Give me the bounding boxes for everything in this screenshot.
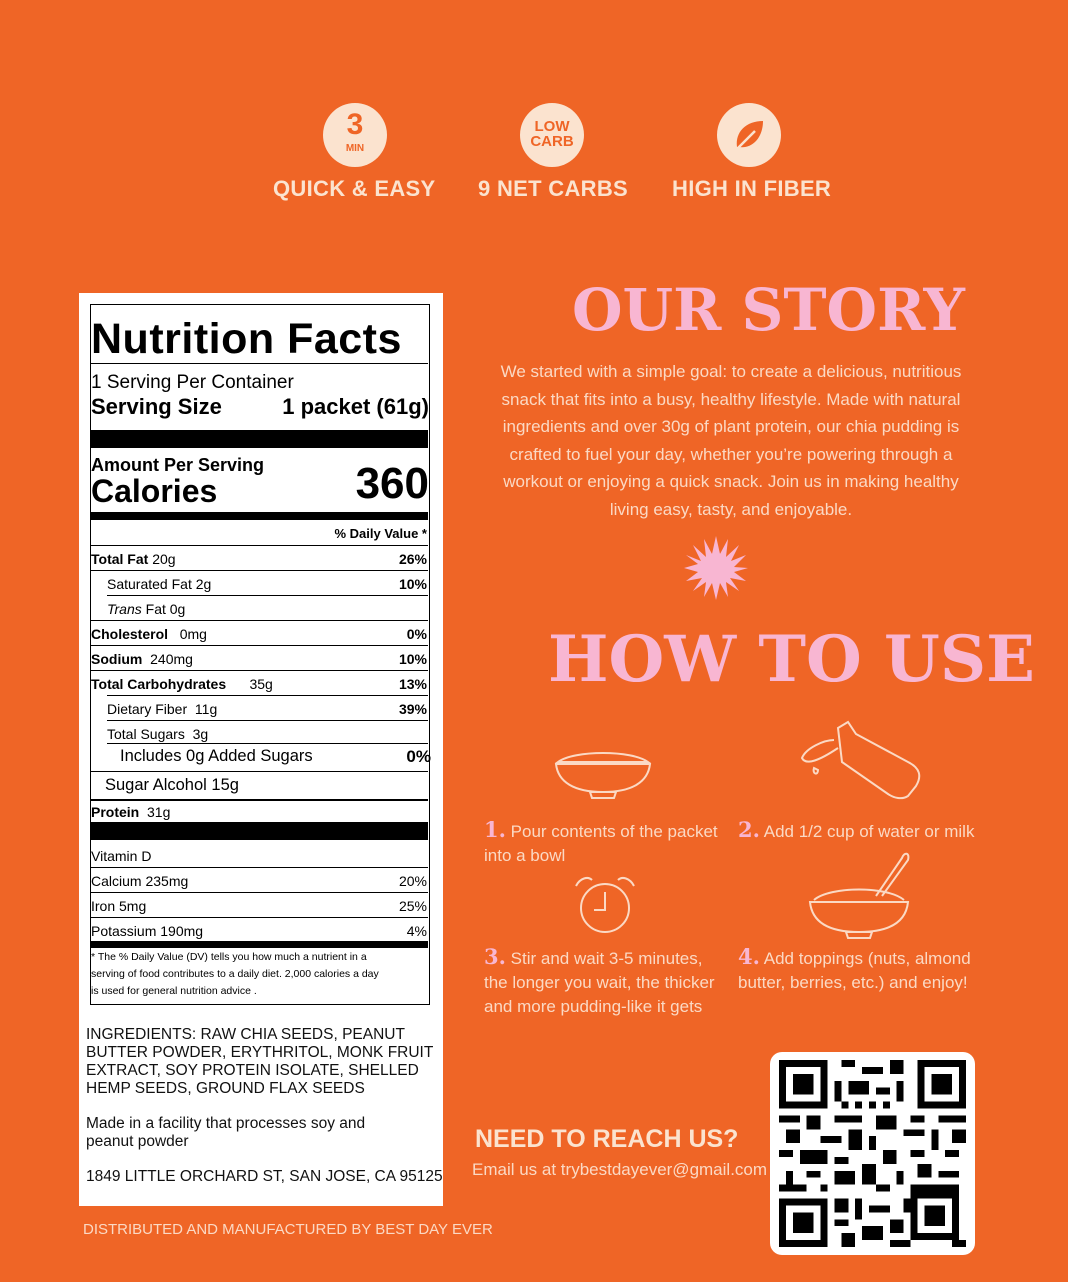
row-amount: 20g: [152, 551, 176, 567]
dietary-fiber-dv: 39%: [398, 701, 427, 717]
net-carbs-label: 9 NET CARBS: [478, 176, 628, 201]
milk-bottle-icon: [798, 718, 924, 800]
saturated-fat-dv: 10%: [398, 576, 427, 592]
footnote-line: * The % Daily Value (DV) tells you how much a nutrient in a: [91, 951, 367, 963]
serving-size-value: 1 packet (61g): [282, 394, 429, 419]
divider: [107, 743, 428, 744]
divider: [91, 545, 428, 546]
divider: [91, 867, 428, 868]
vitamin-d-row: Vitamin D: [91, 848, 152, 864]
row-label: Total Carbohydrates: [91, 676, 227, 692]
divider: [91, 892, 428, 893]
row-label: Dietary Fiber: [107, 701, 188, 717]
protein-row: [91, 804, 170, 820]
our-story-title: OUR STORY: [572, 276, 965, 344]
qr-code-icon: [778, 1060, 967, 1247]
sodium-row: [91, 651, 193, 667]
cholesterol-dv: 0%: [406, 626, 427, 642]
bowl-icon: [552, 748, 654, 800]
amount-per-serving: Amount Per Serving: [91, 455, 265, 475]
step-number: 3.: [484, 944, 506, 969]
leaf-icon: [717, 103, 781, 167]
alarm-clock-icon: [572, 874, 638, 936]
row-label: Total Sugars: [107, 726, 185, 742]
total-fat-row: [91, 551, 176, 567]
contact-email[interactable]: Email us at trybestdayever@gmail.com: [472, 1160, 768, 1179]
three-minutes-icon: [323, 103, 387, 167]
cholesterol-row: [91, 626, 207, 642]
step-3: [484, 945, 730, 1019]
total-carbs-dv: 13%: [398, 676, 427, 692]
row-amount: 31g: [147, 804, 171, 820]
divider: [91, 645, 428, 646]
step-text: Pour contents of the packet into a bowl: [484, 822, 718, 865]
qr-code[interactable]: [770, 1052, 975, 1255]
row-label-rest: Fat: [145, 601, 166, 617]
daily-value-header: % Daily Value *: [334, 526, 427, 541]
divider: [91, 771, 428, 772]
divider: [91, 670, 428, 671]
trans-fat-row: [107, 601, 185, 617]
dietary-fiber-row: [107, 701, 217, 717]
high-fiber-label: HIGH IN FIBER: [672, 176, 832, 201]
divider: [107, 595, 428, 596]
divider: [107, 720, 428, 721]
footnote-line: serving of food contributes to a daily diet. 2,000 calories a day: [91, 968, 379, 980]
step-4: [738, 945, 988, 995]
step-2: [738, 818, 998, 844]
row-amount: 2g: [195, 576, 212, 592]
step-text: Add toppings (nuts, almond butter, berries, etc.) and enjoy!: [738, 949, 971, 992]
step-text: Stir and wait 3-5 minutes, the longer you wait, the thicker and more pudding-like it gets: [484, 949, 715, 1016]
added-sugars-dv: 0%: [406, 747, 431, 766]
divider: [91, 363, 428, 364]
iron-row: Iron 5mg: [91, 898, 147, 914]
total-sugars-row: [107, 726, 208, 742]
iron-dv: 25%: [398, 898, 427, 914]
row-amount: 11g: [194, 701, 218, 717]
ingredients-line: BUTTER POWDER, ERYTHRITOL, MONK FRUIT: [86, 1044, 434, 1061]
row-amount: 0mg: [179, 626, 207, 642]
row-amount: 0g: [169, 601, 186, 617]
divider: [91, 799, 428, 801]
carb-text: CARB: [530, 133, 574, 150]
footnote-line: is used for general nutrition advice .: [91, 985, 257, 997]
servings-per-container: 1 Serving Per Container: [91, 372, 294, 393]
facility-line: peanut powder: [86, 1133, 189, 1150]
row-amount: 35g: [249, 676, 273, 692]
ingredients-panel: [79, 1016, 443, 1206]
calories-value: 360: [355, 459, 429, 508]
step-1: [484, 818, 734, 868]
row-label: Total Fat: [91, 551, 149, 567]
divider: [107, 695, 428, 696]
row-label: Sodium: [91, 651, 143, 667]
ingredients-line: HEMP SEEDS, GROUND FLAX SEEDS: [86, 1080, 365, 1097]
facility-line: Made in a facility that processes soy and: [86, 1115, 366, 1132]
sun-icon: [682, 534, 750, 602]
nutrition-facts-panel: [79, 293, 443, 1016]
divider: [91, 917, 428, 918]
calories-label: Calories: [91, 473, 218, 509]
badge-unit: MIN: [345, 143, 365, 154]
sodium-dv: 10%: [398, 651, 427, 667]
address: 1849 LITTLE ORCHARD ST, SAN JOSE, CA 95125: [86, 1168, 443, 1185]
divider: [91, 570, 428, 571]
row-amount: 240mg: [150, 651, 193, 667]
potassium-dv: 4%: [406, 923, 427, 939]
potassium-row: Potassium 190mg: [91, 923, 204, 939]
step-number: 1.: [484, 817, 506, 842]
row-label: Protein: [91, 804, 140, 820]
row-amount: 3g: [192, 726, 209, 742]
manufacturer-footer: DISTRIBUTED AND MANUFACTURED BY BEST DAY EVER: [83, 1221, 493, 1238]
badge-number: 3: [346, 108, 364, 141]
low-carb-text: [520, 119, 584, 149]
serving-size-label: Serving Size: [91, 394, 222, 419]
step-text: Add 1/2 cup of water or milk: [763, 822, 975, 841]
how-to-use-title: HOW TO USE: [548, 622, 1035, 697]
contact-title: NEED TO REACH US?: [475, 1125, 739, 1153]
row-label: Cholesterol: [91, 626, 169, 642]
low-text: LOW: [534, 118, 570, 135]
nutrition-title: Nutrition Facts: [91, 315, 402, 363]
quick-easy-label: QUICK & EASY: [273, 176, 436, 201]
ingredients-line: INGREDIENTS: RAW CHIA SEEDS, PEANUT: [86, 1026, 405, 1043]
step-number: 2.: [738, 817, 760, 842]
thick-divider: [91, 822, 428, 840]
low-carb-icon: [520, 103, 584, 167]
added-sugars-row: Includes 0g Added Sugars: [120, 747, 313, 765]
calcium-row: Calcium 235mg: [91, 873, 189, 889]
ingredients-line: EXTRACT, SOY PROTEIN ISOLATE, SHELLED: [86, 1062, 419, 1079]
total-fat-dv: 26%: [398, 551, 427, 567]
sugar-alcohol-row: Sugar Alcohol 15g: [105, 776, 239, 794]
row-label: Saturated Fat: [107, 576, 192, 592]
thick-divider: [91, 430, 428, 448]
our-story-body: We started with a simple goal: to create a delicious, nutritious snack that fits into a busy, healthy lifestyle. Made with natural ingredients and over 30g of plant protein, our chia pudding is crafted to fuel your day, whether you’re powering through a workout or enjoying a quick snack. Join us in making healthy living easy, tasty, and enjoyable.: [500, 362, 962, 519]
medium-divider: [91, 941, 428, 948]
divider: [91, 620, 428, 621]
row-label: Trans: [107, 601, 142, 617]
medium-divider: [91, 512, 428, 520]
saturated-fat-row: [107, 576, 211, 592]
calcium-dv: 20%: [398, 873, 427, 889]
total-carbs-row: [91, 676, 273, 692]
step-number: 4.: [738, 944, 760, 969]
bowl-with-spoon-icon: [806, 850, 912, 942]
